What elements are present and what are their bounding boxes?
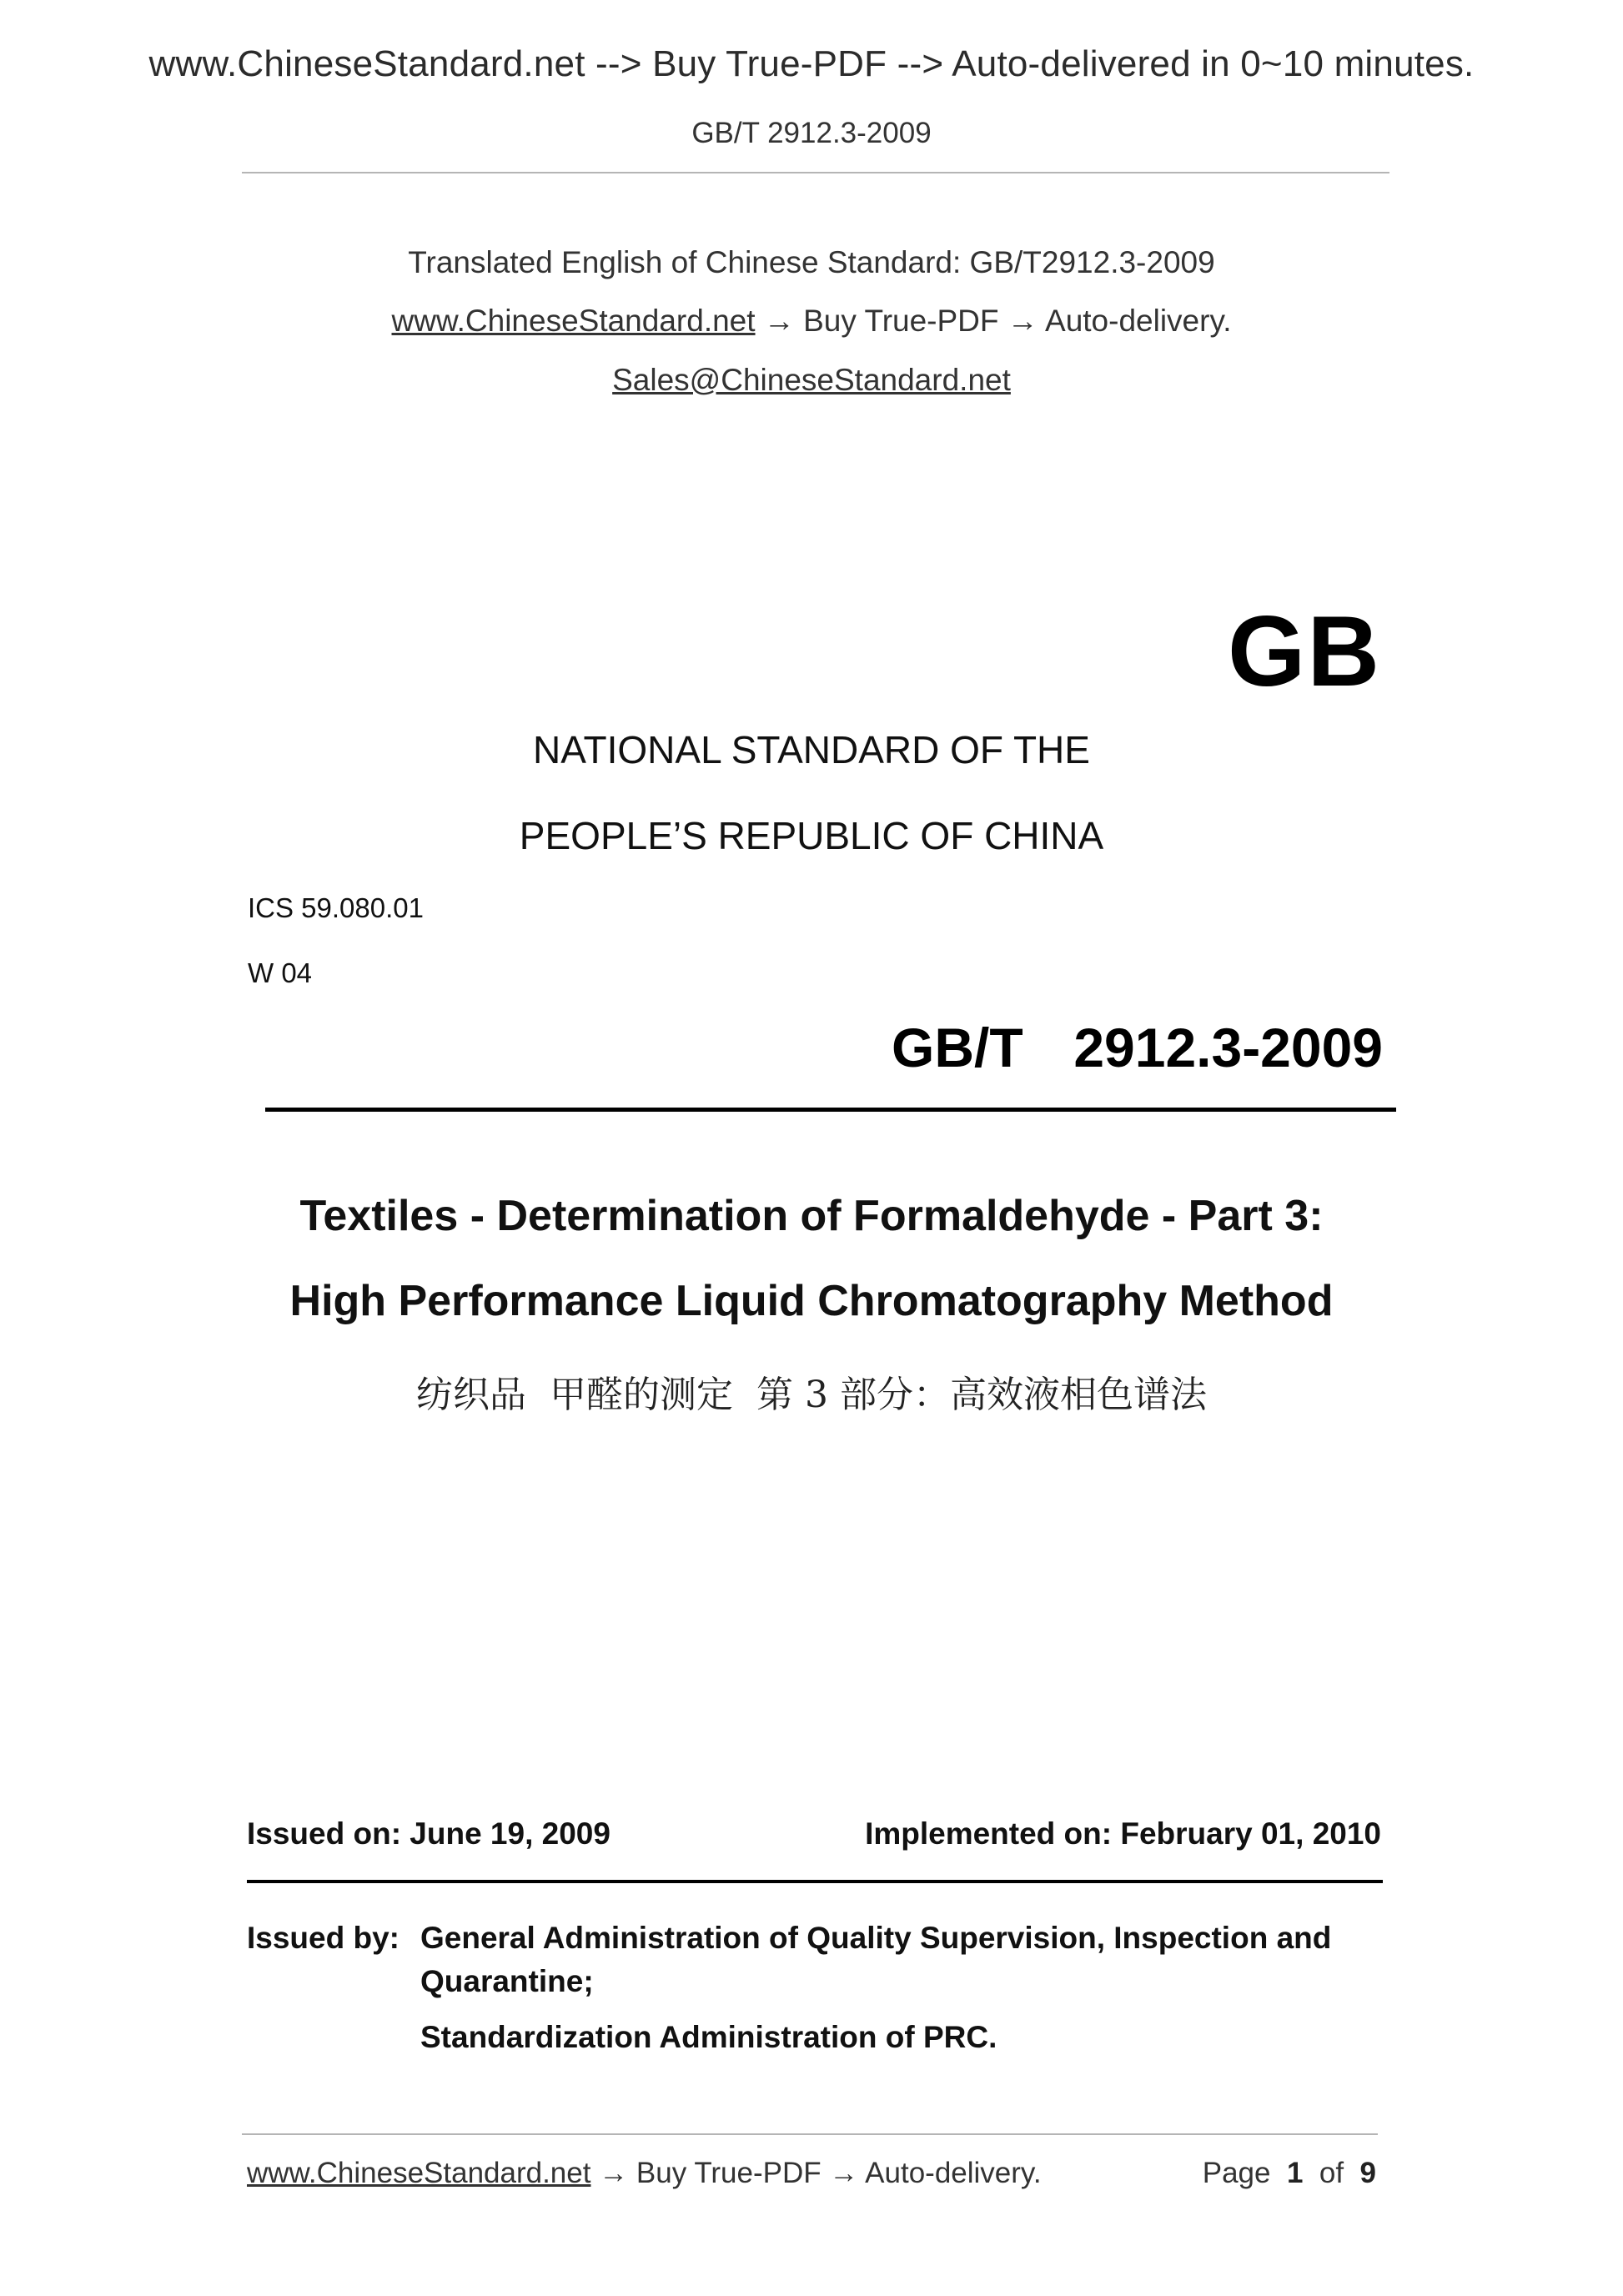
issue-date-rule (247, 1880, 1383, 1883)
email-line (0, 363, 1623, 398)
issued-by-body: General Administration of Quality Supervision, Inspection and Quarantine; (420, 1921, 1332, 1998)
standard-number-rule (265, 1108, 1396, 1112)
footer-site-rest: → Buy True-PDF → Auto-delivery. (590, 2157, 1042, 2189)
header-divider (242, 172, 1389, 173)
site-line (0, 304, 1623, 339)
header-standard-code: GB/T 2912.3-2009 (691, 117, 932, 149)
title-line1: Textiles - Determination of Formaldehyde - Part 3: (299, 1192, 1324, 1240)
issued-by-second: Standardization Administration of PRC. (420, 2020, 997, 2054)
footer-divider (242, 2133, 1378, 2135)
issued-by (247, 1917, 1391, 2003)
standard-number (892, 1016, 1383, 1079)
footer-site-link[interactable]: www.ChineseStandard.net (247, 2157, 591, 2189)
site-line-rest: → Buy True-PDF → Auto-delivery. (755, 304, 1232, 338)
email-link[interactable]: Sales@ChineseStandard.net (612, 363, 1011, 397)
page-label: Page (1202, 2157, 1271, 2189)
page-number: 1 (1286, 2157, 1304, 2189)
of-label: of (1319, 2157, 1344, 2189)
site-link[interactable]: www.ChineseStandard.net (391, 304, 756, 338)
title-chinese (0, 1364, 1623, 1418)
footer-site-line (247, 2157, 1042, 2190)
gb-mark: GB (1228, 595, 1381, 707)
page-total: 9 (1359, 2157, 1376, 2189)
ccs-code: W 04 (248, 957, 313, 988)
standard-number-text: GB/T 2912.3-2009 (892, 1017, 1383, 1078)
title-line2: High Performance Liquid Chromatography Method (289, 1277, 1334, 1325)
translation-note: Translated English of Chinese Standard: GB/T2912.3-2009 (408, 245, 1215, 279)
title-chinese-text: 纺织品 甲醛的测定 第 3 部分：高效液相色谱法 (416, 1374, 1207, 1416)
top-banner: www.ChineseStandard.net --> Buy True-PDF --> Auto-delivered in 0~10 minutes. (148, 43, 1475, 84)
issued-on: Issued on: June 19, 2009 (247, 1816, 611, 1851)
page-indicator (1203, 2157, 1376, 2190)
national-standard-line1: NATIONAL STANDARD OF THE (533, 728, 1090, 771)
implemented-on: Implemented on: February 01, 2010 (865, 1816, 1381, 1851)
issued-by-label: Issued by: (247, 1921, 399, 1955)
ics-code: ICS 59.080.01 (248, 892, 424, 923)
national-standard-line2: PEOPLE’S REPUBLIC OF CHINA (519, 814, 1104, 857)
